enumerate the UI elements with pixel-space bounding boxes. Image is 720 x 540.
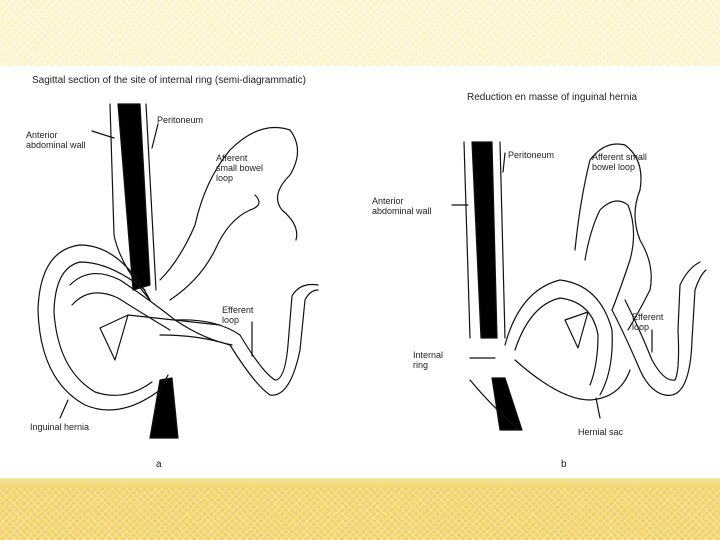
panel-a-abdominal-wall-lower — [150, 378, 178, 438]
panel-b-efferent-outer — [612, 270, 706, 395]
panel-b-bowel-knot — [565, 312, 588, 348]
panel-b-label-internal-ring: Internal ring — [413, 350, 444, 370]
panel-b-arrow-peritoneum — [503, 153, 505, 172]
panel-a-title: Sagittal section of the site of internal ring (semi-diagrammatic) — [32, 75, 307, 86]
panel-b-label-hernial-sac: Hernial sac — [578, 427, 624, 437]
panel-a-afferent-loop — [160, 128, 298, 281]
panel-b-label-peritoneum: Peritoneum — [508, 150, 555, 160]
panel-b-caption: b — [561, 459, 567, 470]
panel-a-label-efferent-loop: Efferent loop — [222, 305, 254, 325]
panel-b-title: Reduction en masse of inguinal hernia — [467, 92, 638, 103]
panel-a-bowel-loop-inner — [72, 293, 170, 330]
panel-a-arrow-inguinal — [60, 400, 68, 418]
panel-a-caption: a — [156, 459, 162, 470]
panel-a-label-anterior-abdominal-wall: Anterior abdominal wall — [26, 130, 86, 150]
panel-a-knot-line — [128, 315, 220, 325]
panel-b-sac-outer — [505, 280, 612, 395]
panel-b-label-anterior-abdominal-wall: Anterior abdominal wall — [372, 196, 432, 216]
panel-a-bowel-loop-outer — [70, 274, 232, 345]
panel-b-wall-line — [464, 142, 470, 338]
panel-a-abdominal-wall — [118, 104, 150, 290]
panel-b-arrow-hernial-sac — [596, 398, 600, 418]
panel-b-label-efferent-loop: Efferent loop — [632, 312, 664, 332]
panel-a-bowel-knot — [100, 315, 128, 360]
panel-b-lower-sac — [515, 360, 630, 400]
panel-a-label-inguinal-hernia: Inguinal hernia — [30, 422, 90, 432]
panel-b-sac-inner — [515, 298, 598, 385]
panel-b-label-afferent-loop: Afferent small bowel loop — [592, 152, 647, 172]
panel-a-label-afferent-loop: Afferent small bowel loop — [216, 153, 264, 183]
panel-a-arrow-peritoneum — [152, 124, 158, 148]
panel-b-abdominal-wall-lower — [492, 378, 522, 430]
panel-b-abdominal-wall — [472, 142, 497, 338]
panel-a-label-peritoneum: Peritoneum — [157, 115, 204, 125]
